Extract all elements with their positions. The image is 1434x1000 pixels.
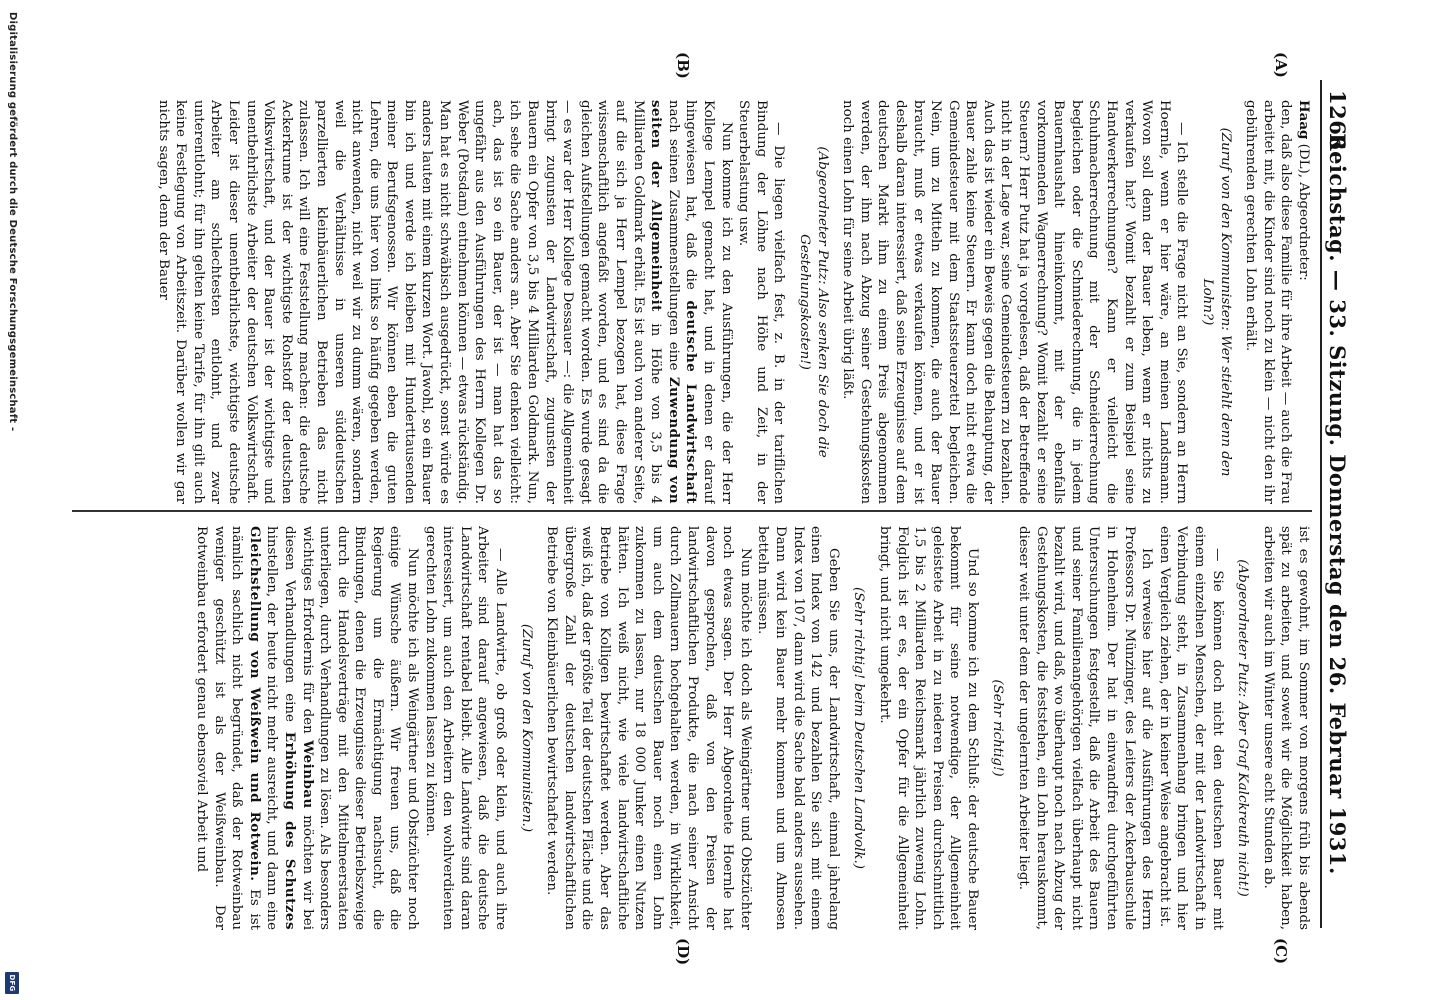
emphasis: Zuwendung von seiten der Allgemeinheit [648,100,682,504]
margin-mark-c: (C) [1272,938,1290,965]
right-column [72,526,1312,930]
interjection: (Abgeordneter Putz: Also senken Sie doch die Gestehungskosten!) [796,146,830,458]
text-run: Nun komme ich zu den Ausführungen, die der Herr Kollege Lempel gemacht hat, und in denen er darauf hingewiesen hat, daß die [683,100,734,504]
speaker-name: Haag [1296,100,1312,140]
page-number: 1266 [1325,90,1350,151]
paragraph: — Sie können doch nicht den deutschen Bauer mit einem einzelnen Menschen, der mit der Landwirtschaft in Verbindung steht, in Zusammenhang bringen und hier einen Vergleich ziehen, der in keiner Weise angebracht ist. [1156,526,1225,930]
header-rule [1320,80,1322,928]
speaker-role: (DL), Abgeordneter: [1296,139,1311,281]
header-title: Reichstag. — 33. Sitzung. Donnerstag den 26. Februar 1931. [1325,133,1350,875]
speaker-line [1294,100,1312,504]
text-run: in Höhe von 3,5 bis 4 Milliarden Goldmark erhält. Es ist auch von anderer Seite, auf die sich ja Herr Lempel bezogen hat, diese Frage wissenschaftlich angefaßt worden, und es sind da die gleichen Aufstellungen gemacht worden. Es wurde gesagt — es war der Herr Kollege Dessauer —: die Allgemeinheit bringt zugunsten der Landwirtschaft, zugunsten der Bauern ein Opfer von 3,5 bis 4 Milliarden Goldmark. Nun, ich sehe die Sache anders an. Aber Sie denken vielleicht: ach, das ist so ein Bauer, der ist — man hat das so ungefähr aus den Ausführungen des Herrn Kollegen Dr. Weber (Potsdam) entnehmen können — etwas rückständig. Man hat es nicht schwäbisch ausgedrückt, sonst würde es anders lauten mit einem kurzen Wort. Jawohl, so ein Bauer bin ich und werde ich bleiben mit Hunderttausenden meiner Berufsgenossen. Wir können eben die guten Lehren, die uns hier von links so häufig gegeben werden, nicht anwenden, nicht weil wir zu dumm wären, sondern weil die Verhältnisse in unseren süddeutschen parzellierten kleinbäuerlichen Betrieben das nicht zulassen. Ich will eine Feststellung machen: die deutsche Ackerkrume ist der wichtigste Rohstoff der deutschen Volkswirtschaft, und der Bauer ist der wichtigste und unentbehrlichste Arbeiter der deutschen Volkswirtschaft. Leider ist dieser unentbehrlichste, wichtigste deutsche Arbeiter am schlechtesten entlohnt, und zwar unterentlohnt; für ihn gelten keine Tarife, für ihn gilt auch keine Festlegung von Arbeitszeit. Darüber wollen wir gar nichts sagen, denn der Bauer [155,100,664,504]
paragraph: Ich verweise hier auf die Ausführungen des Herrn Professors Dr. Münzinger, des Leiters der Ackerbauschule in Hohenheim. Der hat in einwandfrei durchgeführten Untersuchungen festgestellt, daß die Arbeit des Bauern und seiner Familienangehörigen vielfach überhaupt nicht bezahlt wird, und daß, wo überhaupt noch nach Abzug der Gestehungskosten, die feststehen, ein Lohn herauskommt, dieser weit unter dem der ungelernten Arbeiter liegt. [1016,526,1155,930]
text-run: hinstellen, der heute nicht mehr ausreicht, und dann eine [264,526,280,930]
left-column [72,100,1312,504]
interjection: (Zuruf von den Kommunisten: Wer stiehlt denn den Lohn?) [1200,127,1233,477]
paragraph: Und so komme ich zu dem Schluß: der deutsche Bauer bekommt für seine notwendige, der Allgemeinheit geleistete Arbeit in zu niederen Preisen durchschnittlich 1,5 bis 2 Milliarden Reichsmark jährlich zuwenig Lohn. Folglich ist er es, der ein Opfer für die Allgemeinheit bringt, und nicht umgekehrt. [876,526,980,930]
credit-text: Digitalisierung gefördert durch die Deutsche Forschungsgemeinschaft - [7,12,18,432]
text-run: möchten wir bei diesen Verhandlungen eine [281,526,315,930]
emphasis: Erhöhung des Schutzes [281,731,298,930]
emphasis: Gleichstellung von Weißwein und Rotwein. [246,526,263,882]
text-run: Nun möchte ich als Weingärtner und Obstzüchter noch einige Wünsche äußern. Wir freuen uns, daß die Regierung um die Ermächtigung nachsucht, die Bindungen, denen die Erzeugnisse dieser Betriebszweige durch die Handelsverträge mit den Mittelmeerstaaten unterliegen, durch Verhandlungen zu lösen. Als besonders wichtiges Erfordernis für den [299,526,421,930]
margin-mark-a: (A) [1272,52,1290,78]
digitization-credit [2,0,20,1000]
interjection: (Sehr richtig!) [990,679,1006,777]
paragraph: — Die liegen vielfach fest, z. B. in der tariflichen Bindung der Löhne nach Höhe und Zeit, in der Steuerbelastung usw. [736,100,787,504]
text-run: nach seinen Zusammenstellungen eine [665,100,681,377]
margin-mark-b: (B) [674,52,692,79]
paragraph: — Alle Landwirte, ob groß oder klein, und auch ihre Arbeiter sind darauf angewiesen, daß die deutsche Landwirtschaft rentabel bleibt. Alle Landwirte sind daran interessiert, um auch den Arbeitern den wohlverdienten gerechten Lohn zukommen lassen zu können. [422,526,509,930]
text-run: Es ist nämlich sachlich nicht begründet, daß der Rotweinbau weniger geschützt ist als der Weißweinbau. Der Rotweinbau erfordert genau ebensoviel Arbeit und [193,526,262,930]
emphasis: Weinbau [299,740,316,809]
margin-mark-d: (D) [674,938,692,966]
interjection: (Abgeordneter Putz: Aber Graf Kalckreuth nicht!) [1235,559,1251,897]
paragraph: Geben Sie uns, der Landwirtschaft, einmal jahrelang einen Index von 142 und bezahlen Sie sich mit einem Index von 107, dann wird die Sache bald anders aussehen. Dann wird kein Bauer mehr kommen und um Almosen betteln müssen. [755,526,841,930]
parliament-protocol-page [58,52,1358,966]
interjection: (Zuruf von den Kommunisten.) [518,623,534,833]
running-head [1318,80,1358,928]
paragraph: Nun möchte ich doch als Weingärtner und Obstzüchter noch etwas sagen. Der Herr Abgeordnete Hoernle hat davon gesprochen, daß von den Preisen der landwirtschaftlichen Produkte, die nach seiner Ansicht durch Zollmauern hochgehalten werden, in Wirklichkeit, um auch dem deutschen Bauer noch einen Lohn zukommen zu lassen, nur 18 000 Junker einen Nutzen hätten. Ich weiß nicht, wie viele landwirtschaftliche Betriebe von Kolligen bewirtschaftet werden. Aber das weiß ich, daß der größte Teil der deutschen Fläche und die übergroße Zahl der deutschen landwirtschaftlichen Betriebe von Kleinbäuerlichen bewirtschaftet werden. [544,526,753,930]
emphasis: deutsche Landwirtschaft [683,300,700,504]
column-divider [72,510,1312,512]
paragraph: den, daß also diese Familie für ihre Arbeit — auch die Frau arbeitet mit, die Kinder sind noch zu klein — nicht den ihr gebührenden gerechten Lohn erhält. [1243,100,1294,504]
paragraph: ist es gewohnt, im Sommer von morgens früh bis abends spät zu arbeiten, und soweit wir die Möglichkeit haben, arbeiten wir auch im Winter unsere acht Stunden ab. [1260,526,1311,930]
paragraph: — Ich stelle die Frage nicht an Sie, sondern an Herrn Hoernle, wenn er hier wäre, an meinen Landsmann. Wovon soll denn der Bauer leben, wenn er nichts zu verkaufen hat? Womit bezahlt er zum Beispiel seine Handwerkerrechnungen? Kann er vielleicht die Schuhmacherrechnung mit der Schneiderrechnung begleichen oder die Schmiederechnung, die in jedem Bauernhaushalt hineinkommt, mit der ebenfalls vorkommenden Wagnerrechnung? Womit bezahlt er seine Steuern? Herr Putz hat ja vorgelesen, daß der Betreffende nicht in der Lage war, seine Gemeindesteuern zu bezahlen. Auch das ist wieder ein Beweis gegen die Behauptung, der Bauer zahle keine Steuern. Er kann doch nicht etwa die Gemeindesteuer mit dem Staatssteuerzettel begleichen. Nein, um zu Mitteln zu kommen, die auch der Bauer braucht, muß er etwas verkaufen können, und er ist deshalb daran interessiert, daß seine Erzeugnisse auf dem deutschen Markt ihm zu einem Preis abgenommen werden, der ihm nach Abzug seiner Gestehungskosten noch einen Lohn für seine Arbeit übrig läßt. [840,100,1190,504]
paragraph [154,100,735,504]
interjection: (Sehr richtig! beim Deutschen Landvolk.) [851,586,867,870]
dfg-logo-icon: DFG [5,972,19,994]
paragraph [192,526,421,930]
